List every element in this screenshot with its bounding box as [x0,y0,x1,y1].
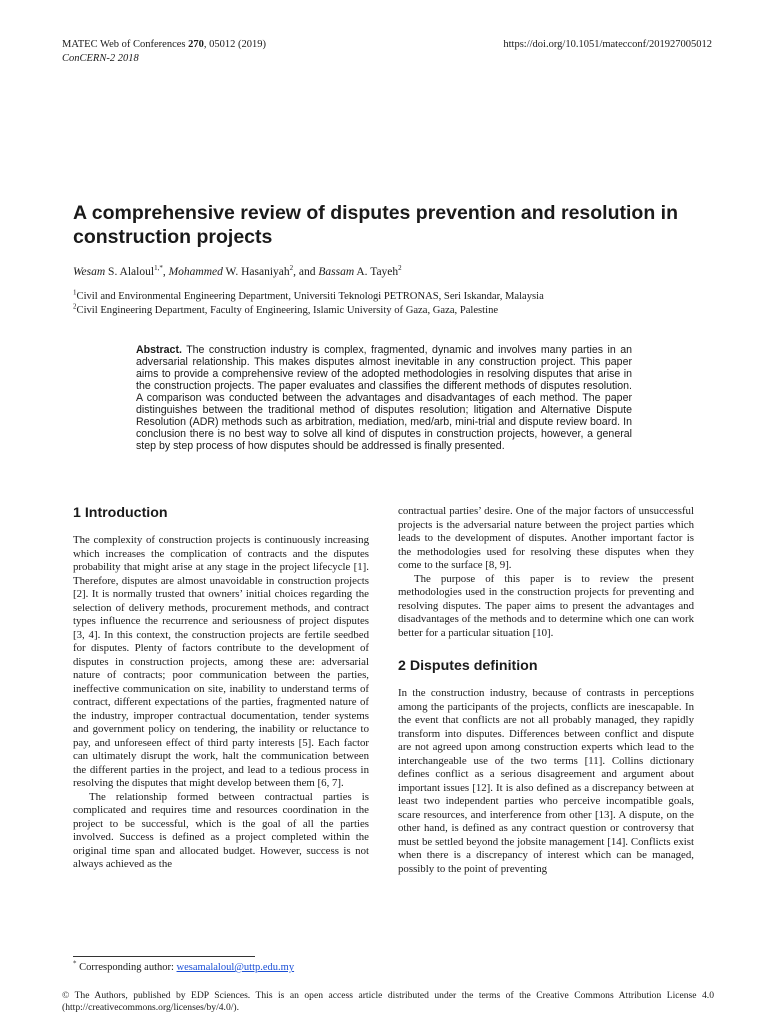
journal-volume: 270 [188,39,204,50]
footnote-divider [73,956,255,957]
body-paragraph: contractual parties’ desire. One of the major factors of unsuccessful projects is the adversarial nature between the project parties which leads to the development of disputes. Another important factor is the methodologies used for resolving these disputes when they come to the surface [8, 9]. [398,505,694,571]
body-paragraph: The complexity of construction projects is continuously increasing which increases the complication of contracts and the disputes probability that might arise at any stage in the project lifecycle [1]. Therefore, disputes are almost unavoidable in construction projects [2]. It is normally trusted that owners’ initial choices regarding the selection of delivery methods, procurement methods, and contract types influence the recurrence and seriousness of project disputes [3, 4]. In this context, the construction projects are fertile seedbed for disputes. Plenty of factors contribute to the development of disputes in construction projects, among these are: adversarial nature of contracts; poor communication between the parties, ineffective communication on site, inability to understand terms of contract, different expectations of the parties, fragmented nature of the industry, improper contractual documentation, tender systems and government policy on tendering, the inability or reluctance to pay, and unforeseen effect of third party interests [5]. Each factor can ultimately disrupt the work, halt the communication between the different parties in the project, and lead to a tedious process in resolving the disputes that might develop between them [6, 7]. [73,534,369,789]
body-column-right [398,505,694,876]
footnote-marker: * [73,959,77,968]
abstract [136,344,632,452]
article-number: , 05012 (2019) [203,39,266,50]
running-header-left [62,38,266,66]
license-statement: © The Authors, published by EDP Sciences. This is an open access article distributed under the terms of the Creative Commons Attribution License 4.0 (http://creativecommons.org/licenses/by/4.0/). [62,990,714,1013]
author: Bassam A. Tayeh$^2$ [318,264,402,278]
conference-name: ConCERN-2 2018 [62,53,139,64]
journal-citation [62,38,266,52]
body-column-left [73,504,369,872]
body-paragraph: In the construction industry, because of contrasts in perceptions among the participants of the projects, conflicts are inescapable. In the event that conflicts are not all probably managed, they rapidly transform into disputes. Differences between conflict and dispute are not agreed upon among construction experts which lead to the interchangeable use of the two terms [11]. Collins dictionary defines conflict as a serious disagreement and argument about important issues [12]. It is also defined as a discrepancy between at least two independent parties who perceive incompatible goals, scare resources, and interference from other [13]. A dispute, on the other hand, is defined as any contract question or controversy that must be settled beyond the jobsite management [14]. Conflicts exist when there is a discrepancy of interest which can be managed, possibly to the point of preventing [398,687,694,875]
author: Wesam S. Alaloul$^{1,*}$, [73,264,169,278]
affiliation: $^1$Civil and Environmental Engineering Department, Universiti Teknologi PETRONAS, Seri Iskandar, Malaysia [73,288,544,302]
paper-title: A comprehensive review of disputes prevention and resolution in construction projects [73,202,678,248]
corresponding-author-email-link[interactable]: wesamalaloul@uttp.edu.my [176,962,295,973]
section-heading-disputes-definition: 2 Disputes definition [398,658,538,674]
journal-name: MATEC Web of Conferences [62,39,189,50]
abstract-text: The construction industry is complex, fragmented, dynamic and involves many parties in an adversarial relationship. This makes disputes almost inevitable in any construction project. This paper aims to provide a comprehensive review of the adopted methodologies in resolving disputes that arise in the construction projects. The paper evaluates and classifies the different methods of disputes resolution. A comparison was conducted between the advantages and disadvantages of each method. The paper distinguishes between the traditional method of disputes resolution; litigation and Alternative Dispute Resolution (ADR) methods such as arbitration, mediation, med/arb, mini-trial and dispute review board. In conclusion there is no best way to solve all kind of disputes in construction projects, however, a general step by step process of how disputes should be addressed is finally presented. [136,344,632,452]
abstract-label: Abstract. [136,344,182,356]
affiliation: $^2$Civil Engineering Department, Faculty of Engineering, Islamic University of Gaza, Gaza, Palestine [73,301,499,316]
doi-link[interactable]: https://doi.org/10.1051/matecconf/201927005012 [503,39,712,50]
author-list [73,265,402,280]
footnote-label: Corresponding author: [79,962,177,973]
affiliation-list [73,290,713,317]
body-paragraph: The relationship formed between contractual parties is complicated and requires time and resources coordination in the project to be successful, which is the goal of all the parties involved. Success is defined as a project completed within the original time span and allocated budget. However, success is not always achieved as the [73,790,369,870]
corresponding-author-footnote [73,961,294,975]
body-paragraph: The purpose of this paper is to review the present methodologies used in the construction projects for preventing and resolving disputes. The paper aims to present the advantages and disadvantages of the methods and to determine which one can work better for a particular situation [10]. [398,572,694,639]
author: Mohammed W. Hasaniyah$^2$, and [168,264,319,278]
section-heading-introduction: 1 Introduction [73,505,168,521]
